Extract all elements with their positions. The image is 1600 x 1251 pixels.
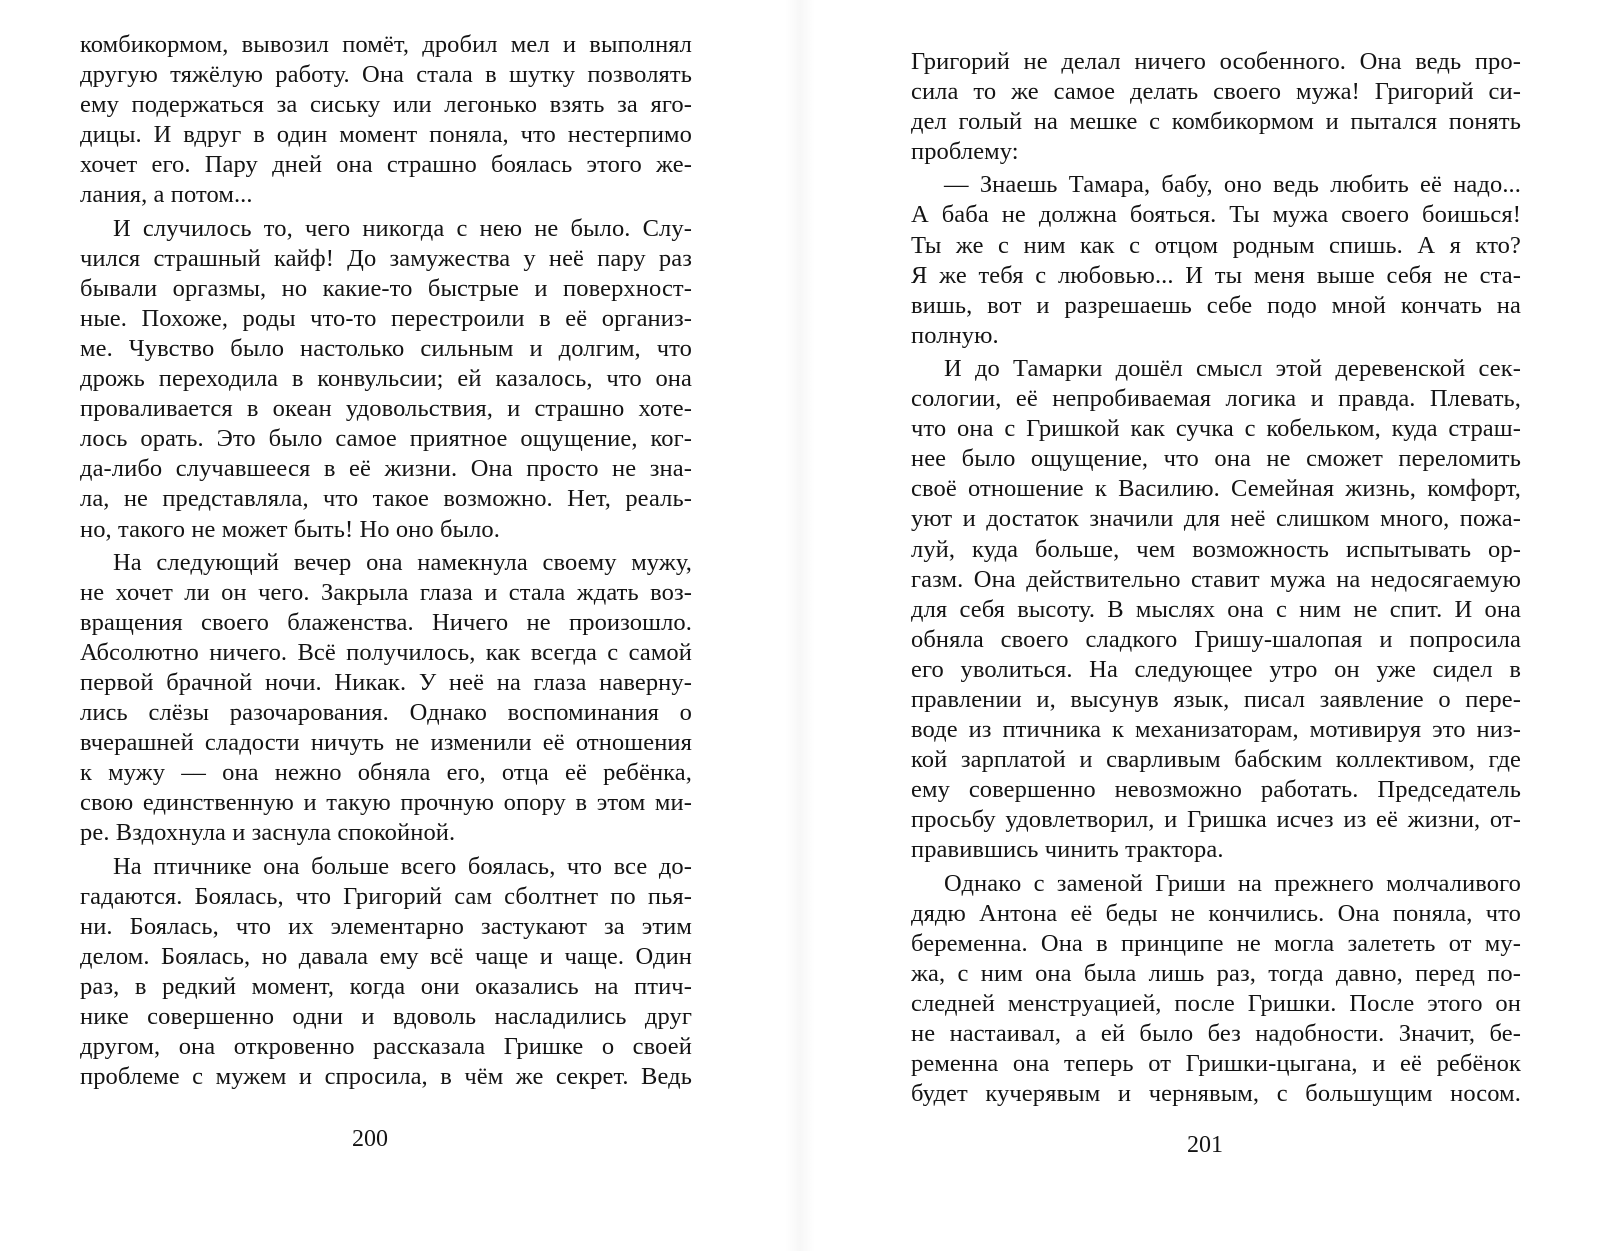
text-line: правившись чинить трактора. — [911, 836, 1224, 864]
text-line: чился страшный кайф! До замужества у неё пару раз — [80, 244, 692, 272]
text-line: жа, с ним она была лишь раз, тогда давно, перед по- — [911, 959, 1521, 987]
right-page-number: 201 — [1187, 1132, 1223, 1158]
left-page-text — [80, 30, 692, 1092]
text-line: ни. Боялась, что их элементарно застукают за этим — [80, 912, 692, 940]
text-line: А баба не должна бояться. Ты мужа своего боишься! — [911, 201, 1521, 229]
text-line: своё отношение к Василию. Семейная жизнь, комфорт, — [911, 475, 1521, 503]
text-line: И случилось то, чего никогда с нею не было. Слу- — [113, 214, 692, 242]
text-line: его уволиться. На следующее утро он уже сидел в — [911, 655, 1521, 683]
text-line: Однако с заменой Гриши на прежнего молчаливого — [944, 869, 1521, 897]
text-line: ременна она теперь от Гришки-цыгана, и её ребёнок — [911, 1050, 1521, 1078]
text-line: не хочет ли он чего. Закрыла глаза и стала ждать воз- — [80, 578, 692, 606]
text-line: первой брачной ночи. Никак. У неё на глаза наверну- — [80, 668, 692, 696]
text-line: газм. Она действительно ставит мужа на недосягаемую — [911, 565, 1521, 593]
text-line: другом, она откровенно рассказала Гришке о своей — [80, 1033, 692, 1061]
right-page-text — [911, 47, 1521, 1109]
left-page-number: 200 — [352, 1126, 388, 1152]
text-line: обняла своего сладкого Гришу-шалопая и попросила — [911, 625, 1521, 653]
text-line: правлении и, высунув язык, писал заявление о пере- — [911, 685, 1521, 713]
text-line: лось орать. Это было самое приятное ощущение, ког- — [80, 425, 692, 453]
text-line: Я же тебя с любовью... И ты меня выше себя не ста- — [911, 261, 1521, 289]
text-line: ему подержаться за сиську или легонько взять за яго- — [80, 91, 692, 119]
text-line: гадаются. Боялась, что Григорий сам сболтнет по пья- — [80, 882, 692, 910]
text-line: полную. — [911, 321, 999, 349]
text-line: для себя высоту. В мыслях она с ним не спит. И она — [911, 595, 1521, 623]
text-line: но, такого не может быть! Но оно было. — [80, 515, 501, 543]
text-line: Григорий не делал ничего особенного. Она ведь про- — [911, 48, 1521, 75]
text-line: На следующий вечер она намекнула своему мужу, — [113, 548, 692, 576]
text-line: нее было ощущение, что она не сможет переломить — [911, 445, 1521, 473]
text-line: дядю Антона её беды не кончились. Она поняла, что — [911, 899, 1521, 927]
text-line: беременна. Она в принципе не могла залететь от му- — [911, 929, 1521, 957]
text-line: делом. Боялась, но давала ему всё чаще и чаще. Один — [80, 942, 692, 970]
text-line: ре. Вздохнула и заснула спокойной. — [80, 819, 456, 847]
text-line: луй, куда больше, чем возможность испытывать ор- — [911, 535, 1521, 563]
text-line: дицы. И вдруг в один момент поняла, что нестерпимо — [80, 121, 692, 149]
text-line: — Знаешь Тамара, бабу, оно ведь любить её надо... — [944, 171, 1521, 199]
text-line: ме. Чувство было настолько сильным и долгим, что — [80, 334, 692, 362]
text-line: И до Тамарки дошёл смысл этой деревенской сек- — [944, 354, 1521, 382]
text-line: следней менструацией, после Гришки. После этого он — [911, 989, 1521, 1017]
text-line: лания, а потом... — [80, 181, 253, 209]
text-line: свою единственную и такую прочную опору в этом ми- — [80, 789, 692, 817]
text-line: кой зарплатой и сварливым бабским коллективом, где — [911, 746, 1521, 774]
text-line: ла, не представляла, что такое возможно. Нет, реаль- — [80, 485, 692, 513]
text-line: просьбу удовлетворил, и Гришка исчез из её жизни, от- — [911, 806, 1521, 834]
text-line: уют и достаток значили для неё слишком много, пожа- — [911, 505, 1521, 533]
text-line: будет кучерявым и чернявым, с большущим носом. — [911, 1080, 1521, 1108]
text-line: вишь, вот и разрешаешь себе подо мной кончать на — [911, 291, 1521, 319]
right-page — [800, 0, 1600, 1251]
text-line: Ты же с ним как с отцом родным спишь. А я кто? — [911, 231, 1521, 259]
text-line: воде из птичника к механизаторам, мотивируя это низ- — [911, 716, 1521, 744]
text-line: нике совершенно одни и вдоволь насладились друг — [80, 1003, 692, 1030]
text-line: сологии, её непробиваемая логика и правда. Плевать, — [911, 385, 1521, 413]
text-line: На птичнике она больше всего боялась, что все до- — [113, 852, 692, 880]
text-line: проблеме с мужем и спросила, в чём же секрет. Ведь — [80, 1063, 692, 1091]
text-line: дрожь переходила в конвульсии; ей казалось, что она — [80, 365, 692, 393]
text-line: другую тяжёлую работу. Она стала в шутку позволять — [80, 61, 692, 89]
text-line: да-либо случавшееся в её жизни. Она просто не зна- — [80, 455, 692, 483]
text-line: вчерашней сладости ничуть не изменили её отношения — [80, 729, 692, 757]
text-line: сила то же самое делать своего мужа! Григорий си- — [911, 78, 1521, 106]
text-line: не настаивал, а ей было без надобности. Значит, бе- — [911, 1020, 1521, 1047]
text-line: к мужу –– она нежно обняла его, отца её ребёнка, — [80, 759, 692, 787]
text-line: ные. Похоже, роды что-то перестроили в её организ- — [80, 304, 692, 332]
text-line: проблему: — [911, 138, 1019, 166]
text-line: дел голый на мешке с комбикормом и пытался понять — [911, 108, 1521, 136]
text-line: ему совершенно невозможно работать. Председатель — [911, 776, 1521, 804]
text-line: что она с Гришкой как сучка с кобельком, куда страш- — [911, 415, 1521, 443]
text-line: Абсолютно ничего. Всё получилось, как всегда с самой — [80, 638, 692, 666]
text-line: вращения своего блаженства. Ничего не произошло. — [80, 608, 692, 636]
text-line: проваливается в океан удовольствия, и страшно хоте- — [80, 395, 692, 423]
text-line: хочет его. Пару дней она страшно боялась этого же- — [80, 151, 692, 179]
text-line: раз, в редкий момент, когда они оказались на птич- — [80, 972, 692, 1000]
text-line: комбикормом, вывозил помёт, дробил мел и выполнял — [80, 31, 692, 58]
text-line: бывали оргазмы, но какие-то быстрые и поверхност- — [80, 274, 692, 302]
text-line: лись слёзы разочарования. Однако воспоминания о — [80, 699, 692, 727]
